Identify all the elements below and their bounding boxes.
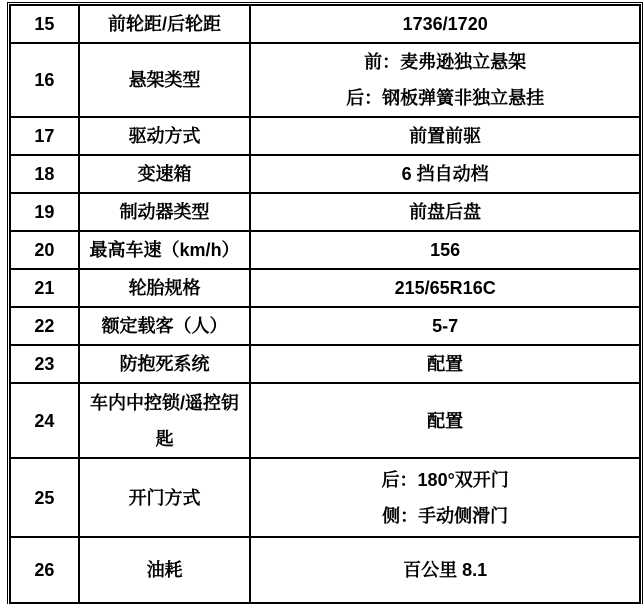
row-number: 20 xyxy=(34,240,55,260)
row-number-cell xyxy=(10,43,79,117)
spec-label-cell xyxy=(79,269,251,307)
spec-label: 开门方式 xyxy=(128,487,201,508)
spec-label-cell xyxy=(79,43,251,117)
table-row xyxy=(10,5,640,43)
row-number: 23 xyxy=(34,354,55,374)
table-row xyxy=(10,43,640,117)
spec-value-line: 后：180°双开门 xyxy=(381,469,509,490)
row-number: 26 xyxy=(34,560,55,580)
spec-value-cell xyxy=(250,537,640,603)
row-number-cell xyxy=(10,269,79,307)
row-number: 17 xyxy=(34,126,55,146)
spec-value-cell xyxy=(250,117,640,155)
spec-label-cell xyxy=(79,345,251,383)
spec-value-line: 配置 xyxy=(427,354,464,374)
table-row xyxy=(10,155,640,193)
table-row xyxy=(10,345,640,383)
spec-value-cell xyxy=(250,43,640,117)
spec-label: 车内中控锁/遥控钥匙 xyxy=(90,392,240,449)
spec-label-cell xyxy=(79,5,251,43)
spec-value-cell xyxy=(250,5,640,43)
spec-value-cell xyxy=(250,458,640,537)
spec-label-cell xyxy=(79,383,251,458)
spec-value-line: 百公里 8.1 xyxy=(403,560,488,580)
spec-value-cell xyxy=(250,193,640,231)
spec-label: 防抱死系统 xyxy=(119,354,210,374)
spec-label: 制动器类型 xyxy=(119,202,210,222)
spec-value-cell xyxy=(250,155,640,193)
spec-value-cell xyxy=(250,345,640,383)
spec-table-frame xyxy=(7,2,643,604)
row-number-cell xyxy=(10,458,79,537)
row-number-cell xyxy=(10,117,79,155)
spec-value-cell xyxy=(250,231,640,269)
row-number: 24 xyxy=(34,410,55,431)
spec-label: 变速箱 xyxy=(137,164,192,184)
row-number-cell xyxy=(10,155,79,193)
spec-value-line: 配置 xyxy=(427,410,464,431)
spec-value-line: 前：麦弗逊独立悬架 xyxy=(364,52,527,72)
spec-label: 最高车速（km/h） xyxy=(89,240,240,260)
spec-value-line: 215/65R16C xyxy=(394,278,496,298)
row-number-cell xyxy=(10,537,79,603)
spec-label-cell xyxy=(79,155,251,193)
spec-label: 驱动方式 xyxy=(128,126,201,146)
spec-label-cell xyxy=(79,231,251,269)
spec-label: 额定载客（人） xyxy=(101,316,228,336)
spec-label-cell xyxy=(79,458,251,537)
spec-value-line: 后：钢板弹簧非独立悬挂 xyxy=(346,88,545,108)
spec-label-cell xyxy=(79,307,251,345)
spec-value-line: 侧：手动侧滑门 xyxy=(382,505,509,526)
spec-value-cell xyxy=(250,307,640,345)
row-number: 21 xyxy=(34,278,55,298)
row-number-cell xyxy=(10,345,79,383)
row-number-cell xyxy=(10,307,79,345)
spec-label: 前轮距/后轮距 xyxy=(108,14,222,34)
table-row xyxy=(10,117,640,155)
row-number-cell xyxy=(10,231,79,269)
spec-label: 悬架类型 xyxy=(128,70,201,90)
spec-label-cell xyxy=(79,193,251,231)
row-number: 15 xyxy=(34,14,55,34)
vehicle-spec-table xyxy=(9,4,641,604)
spec-value-line: 1736/1720 xyxy=(402,14,488,34)
row-number: 16 xyxy=(34,70,55,90)
spec-value-cell xyxy=(250,383,640,458)
spec-value-line: 6 挡自动档 xyxy=(401,164,489,184)
row-number-cell xyxy=(10,383,79,458)
spec-value-line: 前盘后盘 xyxy=(409,202,482,222)
spec-value-line: 前置前驱 xyxy=(409,126,482,146)
spec-label-cell xyxy=(79,537,251,603)
spec-label: 油耗 xyxy=(146,560,183,580)
spec-value-cell xyxy=(250,269,640,307)
table-row xyxy=(10,231,640,269)
row-number: 25 xyxy=(34,487,55,508)
spec-value-line: 156 xyxy=(430,240,461,260)
row-number: 19 xyxy=(34,202,55,222)
row-number: 22 xyxy=(34,316,55,336)
spec-label: 轮胎规格 xyxy=(128,278,201,298)
table-row xyxy=(10,307,640,345)
row-number-cell xyxy=(10,5,79,43)
table-row xyxy=(10,193,640,231)
spec-value-line: 5-7 xyxy=(432,316,459,336)
table-row xyxy=(10,269,640,307)
table-row xyxy=(10,537,640,603)
table-row xyxy=(10,458,640,537)
spec-table-body xyxy=(10,5,640,603)
row-number-cell xyxy=(10,193,79,231)
row-number: 18 xyxy=(34,164,55,184)
spec-label-cell xyxy=(79,117,251,155)
table-row xyxy=(10,383,640,458)
